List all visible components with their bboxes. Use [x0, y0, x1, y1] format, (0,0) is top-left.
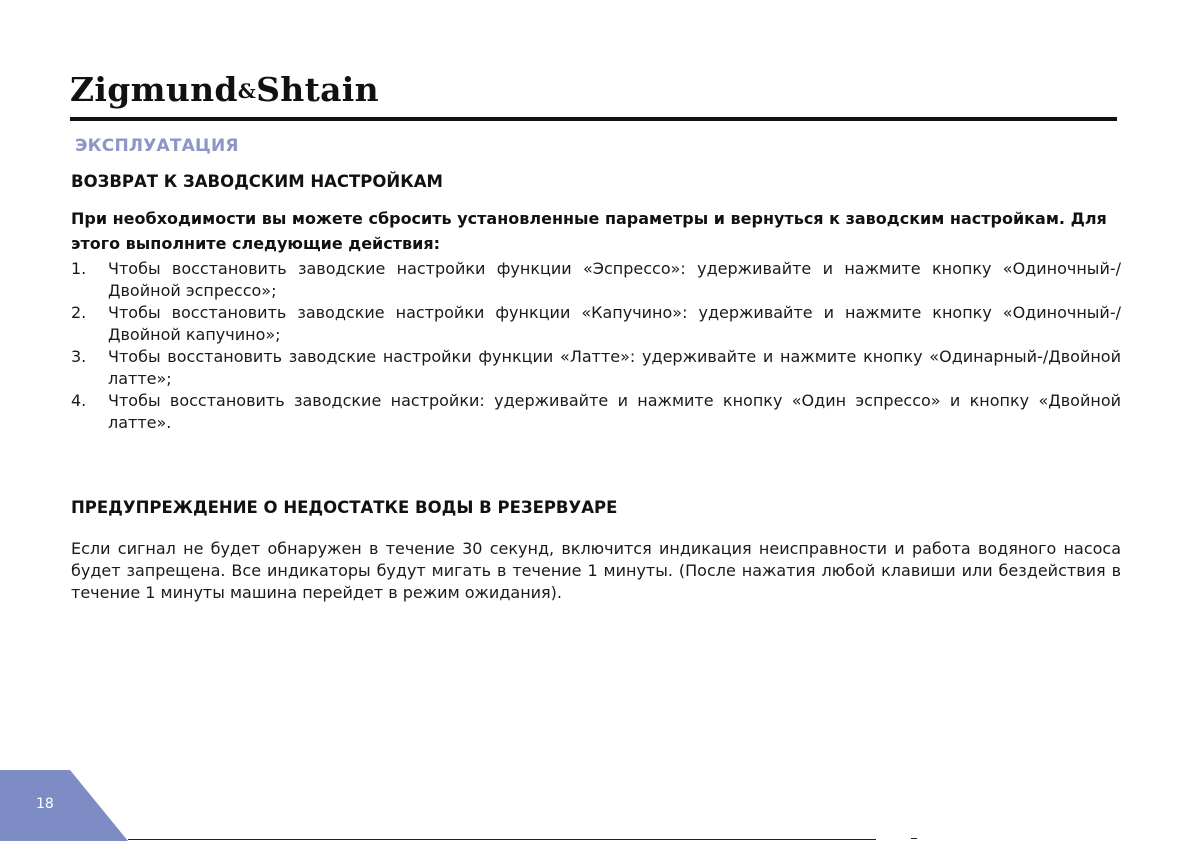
reset-heading: ВОЗВРАТ К ЗАВОДСКИМ НАСТРОЙКАМ: [71, 172, 443, 191]
header-divider: [70, 117, 1117, 121]
step-number: 2.: [71, 303, 87, 322]
brand-logo-ampersand: &: [237, 79, 257, 103]
list-item: [71, 390, 1121, 434]
step-text: Чтобы восстановить заводские настройки функции «Эспрессо»: удерживайте и нажмите кнопку «Одиночный-/Двойной эспрессо»;: [108, 259, 1121, 300]
brand-logo: [70, 70, 379, 109]
section-label: ЭКСПЛУАТАЦИЯ: [75, 136, 239, 156]
step-text: Чтобы восстановить заводские настройки функции «Капучино»: удерживайте и нажмите кнопку «Одиночный-/Двойной капучино»;: [108, 303, 1121, 344]
list-item: [71, 346, 1121, 390]
reset-steps-list: [71, 258, 1121, 434]
list-item: [71, 302, 1121, 346]
reset-intro: При необходимости вы можете сбросить установленные параметры и вернуться к заводским настройкам. Для этого выполните следующие действия:: [71, 209, 1107, 253]
page-number-tab: [0, 770, 128, 841]
brand-logo-right: Shtain: [256, 70, 379, 109]
warning-text: Если сигнал не будет обнаружен в течение 30 секунд, включится индикация неисправности и работа водяного насоса будет запрещена. Все индикаторы будут мигать в течение 1 минуты. (После нажатия любой клавиши или бездействия в течение 1 минуты машина перейдет в режим ожидания).: [71, 539, 1121, 602]
warning-heading: ПРЕДУПРЕЖДЕНИЕ О НЕДОСТАТКЕ ВОДЫ В РЕЗЕРВУАРЕ: [71, 498, 618, 517]
step-number: 3.: [71, 347, 87, 366]
footer-divider: [128, 839, 876, 840]
list-item: [71, 258, 1121, 302]
step-number: 4.: [71, 391, 87, 410]
page-number: 18: [36, 796, 54, 812]
step-text: Чтобы восстановить заводские настройки функции «Латте»: удерживайте и нажмите кнопку «Одинарный-/Двойной латте»;: [108, 347, 1121, 388]
step-text: Чтобы восстановить заводские настройки: удерживайте и нажмите кнопку «Один эспрессо» и кнопку «Двойной латте».: [108, 391, 1121, 432]
footer-tick-mark: [911, 838, 917, 839]
brand-logo-left: Zigmund: [70, 70, 238, 109]
step-number: 1.: [71, 259, 87, 278]
